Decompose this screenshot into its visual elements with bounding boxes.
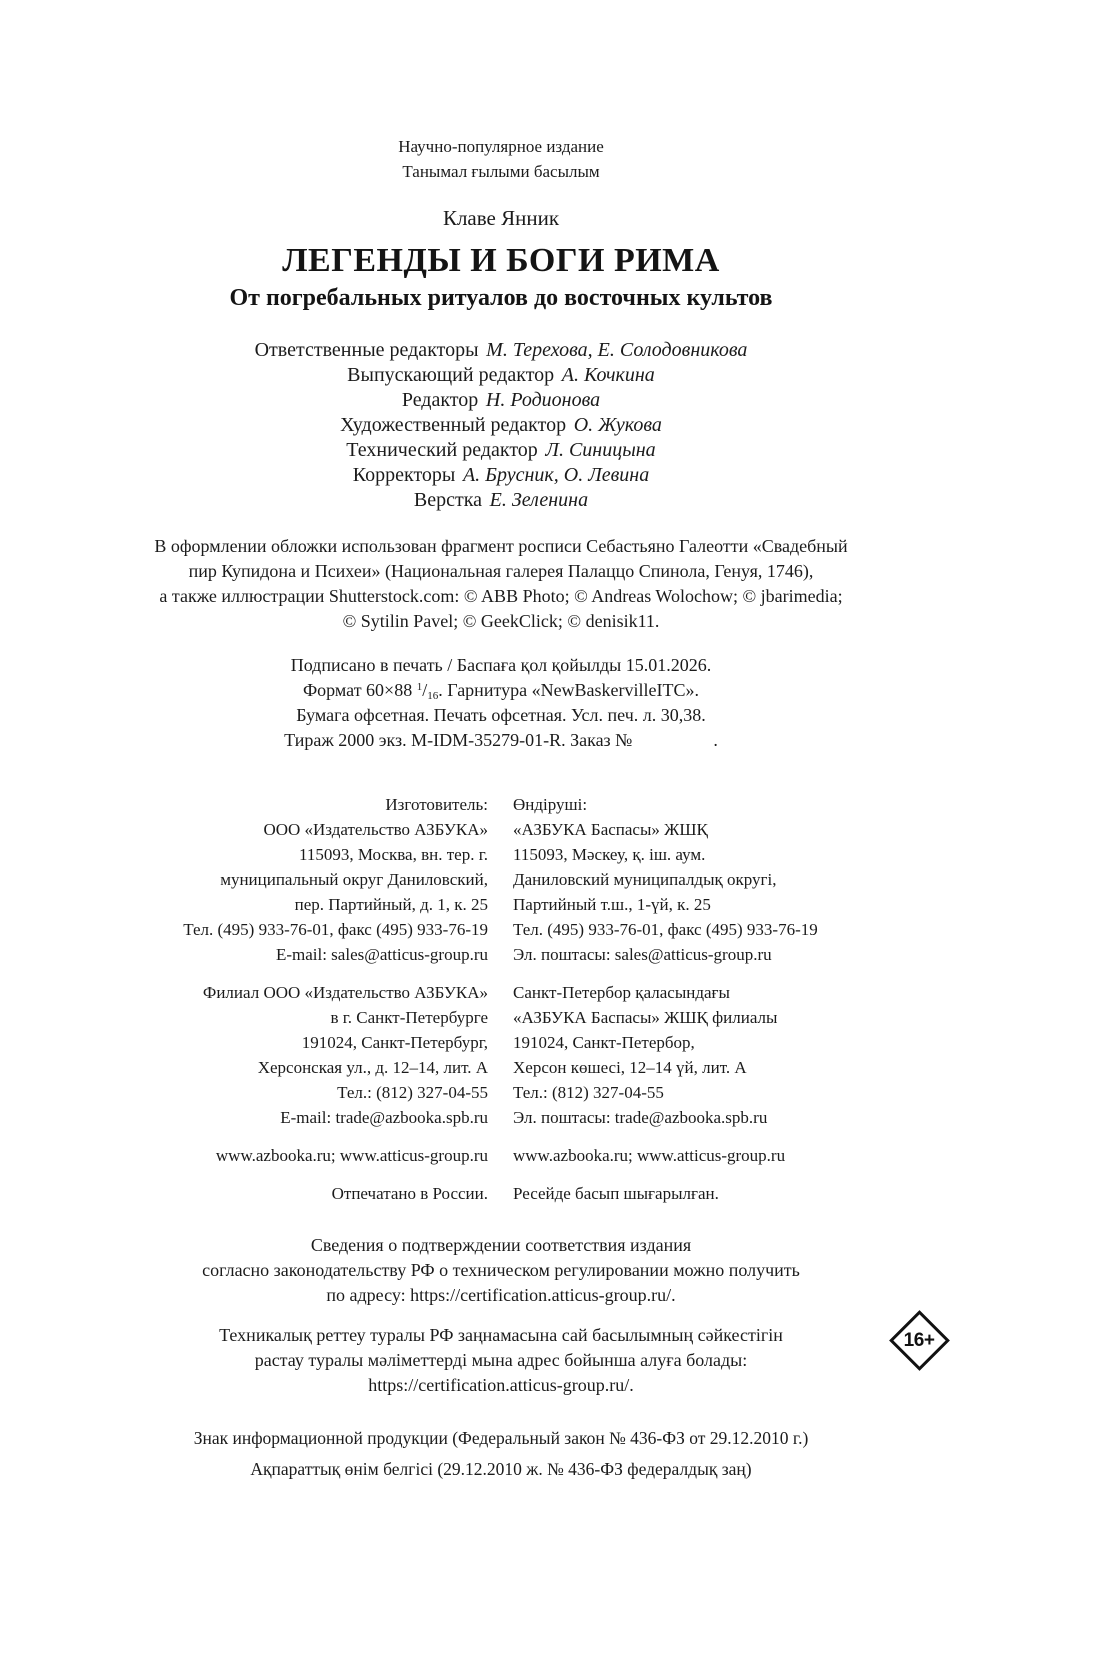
colophon-page xyxy=(120,134,882,1482)
credit-names: М. Терехова, Е. Солодовникова xyxy=(486,339,748,361)
book-title: ЛЕГЕНДЫ И БОГИ РИМА xyxy=(282,242,720,279)
credit-line-responsible-editors xyxy=(120,338,882,363)
edition-type-block xyxy=(120,134,882,184)
publisher-column-russian xyxy=(120,792,501,1206)
manufacturer-line: 115093, Мәскеу, қ. іш. аум. xyxy=(513,845,706,864)
credit-role: Корректоры xyxy=(352,464,456,486)
credit-names: А. Кочкина xyxy=(561,364,655,386)
age-rating-value: 16+ xyxy=(904,1329,935,1351)
cover-note-line: а также иллюстрации Shutterstock.com: © ABB Photo; © Andreas Wolochow; © jbarimedia; xyxy=(159,586,843,606)
branch-phone-line: Тел.: (812) 327-04-55 xyxy=(513,1083,664,1102)
credit-role: Верстка xyxy=(413,489,483,511)
credit-line-art-editor xyxy=(120,413,882,438)
age-mark-line-kz: Ақпараттық өнім белгісі (29.12.2010 ж. № 436-ФЗ федералдық заң) xyxy=(250,1459,752,1479)
certification-notice-ru xyxy=(120,1233,882,1308)
certification-line: Техникалық реттеу туралы РФ заңнамасына сай басылымның сәйкестігін xyxy=(219,1325,783,1345)
edition-type-ru: Научно-популярное издание xyxy=(398,137,604,156)
credit-line-editor xyxy=(120,388,882,413)
format-prefix: Формат 60×88 xyxy=(302,680,417,700)
branch-line: «АЗБУКА Баспасы» ЖШҚ филиалы xyxy=(513,1008,778,1027)
credit-line-proofreaders xyxy=(120,463,882,488)
publisher-columns xyxy=(120,792,882,1206)
format-fraction-numerator: 1 xyxy=(416,681,423,693)
credit-names: Е. Зеленина xyxy=(489,489,589,511)
book-subtitle: От погребальных ритуалов до восточных культов xyxy=(229,285,773,311)
certification-url-line: https://certification.atticus-group.ru/. xyxy=(368,1375,634,1395)
credit-names: Н. Родионова xyxy=(485,389,601,411)
branch-line: Херсон көшесі, 12–14 үй, лит. А xyxy=(513,1058,747,1077)
format-suffix: . Гарнитура «NewBaskervilleITC». xyxy=(438,680,700,700)
credit-role: Технический редактор xyxy=(346,439,538,461)
age-mark-line-ru: Знак информационной продукции (Федеральный закон № 436-ФЗ от 29.12.2010 г.) xyxy=(193,1428,809,1448)
credit-line-technical-editor xyxy=(120,438,882,463)
manufacturer-line: Даниловский муниципалдық округі, xyxy=(513,870,777,889)
manufacturer-line: пер. Партийный, д. 1, к. 25 xyxy=(294,895,488,914)
branch-block-kz xyxy=(513,980,882,1130)
cover-note-line: В оформлении обложки использован фрагмент росписи Себастьяно Галеотти «Свадебный xyxy=(154,536,848,556)
age-mark-notice xyxy=(120,1426,882,1482)
credit-names: А. Брусник, О. Левина xyxy=(462,464,650,486)
credit-line-layout xyxy=(120,488,882,513)
credit-role: Выпускающий редактор xyxy=(347,364,555,386)
manufacturer-line: ООО «Издательство АЗБУКА» xyxy=(263,820,488,839)
branch-line: Санкт-Петербор қаласындағы xyxy=(513,983,730,1002)
editorial-credits xyxy=(120,338,882,513)
manufacturer-line: «АЗБУКА Баспасы» ЖШҚ xyxy=(513,820,708,839)
branch-block-ru xyxy=(120,980,488,1130)
printed-in-line-kz: Ресейде басып шығарылған. xyxy=(513,1184,719,1203)
manufacturer-label-ru: Изготовитель: xyxy=(385,795,488,814)
certification-url-line: по адресу: https://certification.atticus-group.ru/. xyxy=(326,1285,676,1305)
print-run-line: Тираж 2000 экз. M-IDM-35279-01-R. Заказ № . xyxy=(284,730,718,750)
branch-line: 191024, Санкт-Петербург, xyxy=(301,1033,488,1052)
branch-line: Филиал ООО «Издательство АЗБУКА» xyxy=(202,983,488,1002)
branch-email-line: Эл. поштасы: trade@azbooka.spb.ru xyxy=(513,1108,768,1127)
credit-role: Ответственные редакторы xyxy=(254,339,479,361)
certification-line: растау туралы мәліметтерді мына адрес бойынша алуға болады: xyxy=(254,1350,748,1370)
author-name: Клаве Янник xyxy=(442,206,560,230)
credit-role: Художественный редактор xyxy=(340,414,567,436)
print-paper-line: Бумага офсетная. Печать офсетная. Усл. печ. л. 30,38. xyxy=(296,705,706,725)
age-rating-badge-icon xyxy=(889,1310,950,1371)
print-format-line xyxy=(120,678,882,703)
format-fraction-denominator: 16 xyxy=(427,690,439,702)
branch-phone-line: Тел.: (812) 327-04-55 xyxy=(337,1083,488,1102)
print-signed-line: Подписано в печать / Баспаға қол қойылды 15.01.2026. xyxy=(290,655,712,675)
manufacturer-block-ru xyxy=(120,792,488,967)
certification-notice-kz xyxy=(120,1323,882,1398)
manufacturer-email-line: Эл. поштасы: sales@atticus-group.ru xyxy=(513,945,772,964)
branch-email-line: E-mail: trade@azbooka.spb.ru xyxy=(280,1108,488,1127)
websites-line-ru: www.azbooka.ru; www.atticus-group.ru xyxy=(215,1146,488,1165)
websites-line-kz: www.azbooka.ru; www.atticus-group.ru xyxy=(513,1146,786,1165)
branch-line: в г. Санкт-Петербурге xyxy=(330,1008,488,1027)
credit-names: О. Жукова xyxy=(573,414,662,436)
credit-line-producing-editor xyxy=(120,363,882,388)
credit-role: Редактор xyxy=(401,389,479,411)
manufacturer-line: 115093, Москва, вн. тер. г. xyxy=(298,845,488,864)
edition-type-kz: Танымал ғылыми басылым xyxy=(402,162,600,181)
manufacturer-block-kz xyxy=(513,792,882,967)
cover-note-line: © Sytilin Pavel; © GeekClick; © denisik11. xyxy=(342,611,660,631)
certification-line: Сведения о подтверждении соответствия издания xyxy=(310,1235,692,1255)
credit-names: Л. Синицына xyxy=(545,439,656,461)
printed-in-line-ru: Отпечатано в России. xyxy=(331,1184,488,1203)
branch-line: 191024, Санкт-Петербор, xyxy=(513,1033,695,1052)
manufacturer-email-line: E-mail: sales@atticus-group.ru xyxy=(275,945,488,964)
print-technical-info xyxy=(120,653,882,753)
manufacturer-line: Партийный т.ш., 1-үй, к. 25 xyxy=(513,895,711,914)
publisher-column-kazakh xyxy=(501,792,882,1206)
cover-credit-note xyxy=(120,534,882,634)
manufacturer-line: муниципальный округ Даниловский, xyxy=(220,870,488,889)
cover-note-line: пир Купидона и Психеи» (Национальная галерея Палаццо Спинола, Генуя, 1746), xyxy=(188,561,814,581)
certification-line: согласно законодательству РФ о техническом регулировании можно получить xyxy=(202,1260,800,1280)
manufacturer-phone-line: Тел. (495) 933-76-01, факс (495) 933-76-19 xyxy=(183,920,488,939)
manufacturer-phone-line: Тел. (495) 933-76-01, факс (495) 933-76-19 xyxy=(513,920,818,939)
manufacturer-label-kz: Өндіруші: xyxy=(513,795,588,814)
format-fraction-slash: / xyxy=(422,680,428,700)
branch-line: Херсонская ул., д. 12–14, лит. А xyxy=(257,1058,488,1077)
